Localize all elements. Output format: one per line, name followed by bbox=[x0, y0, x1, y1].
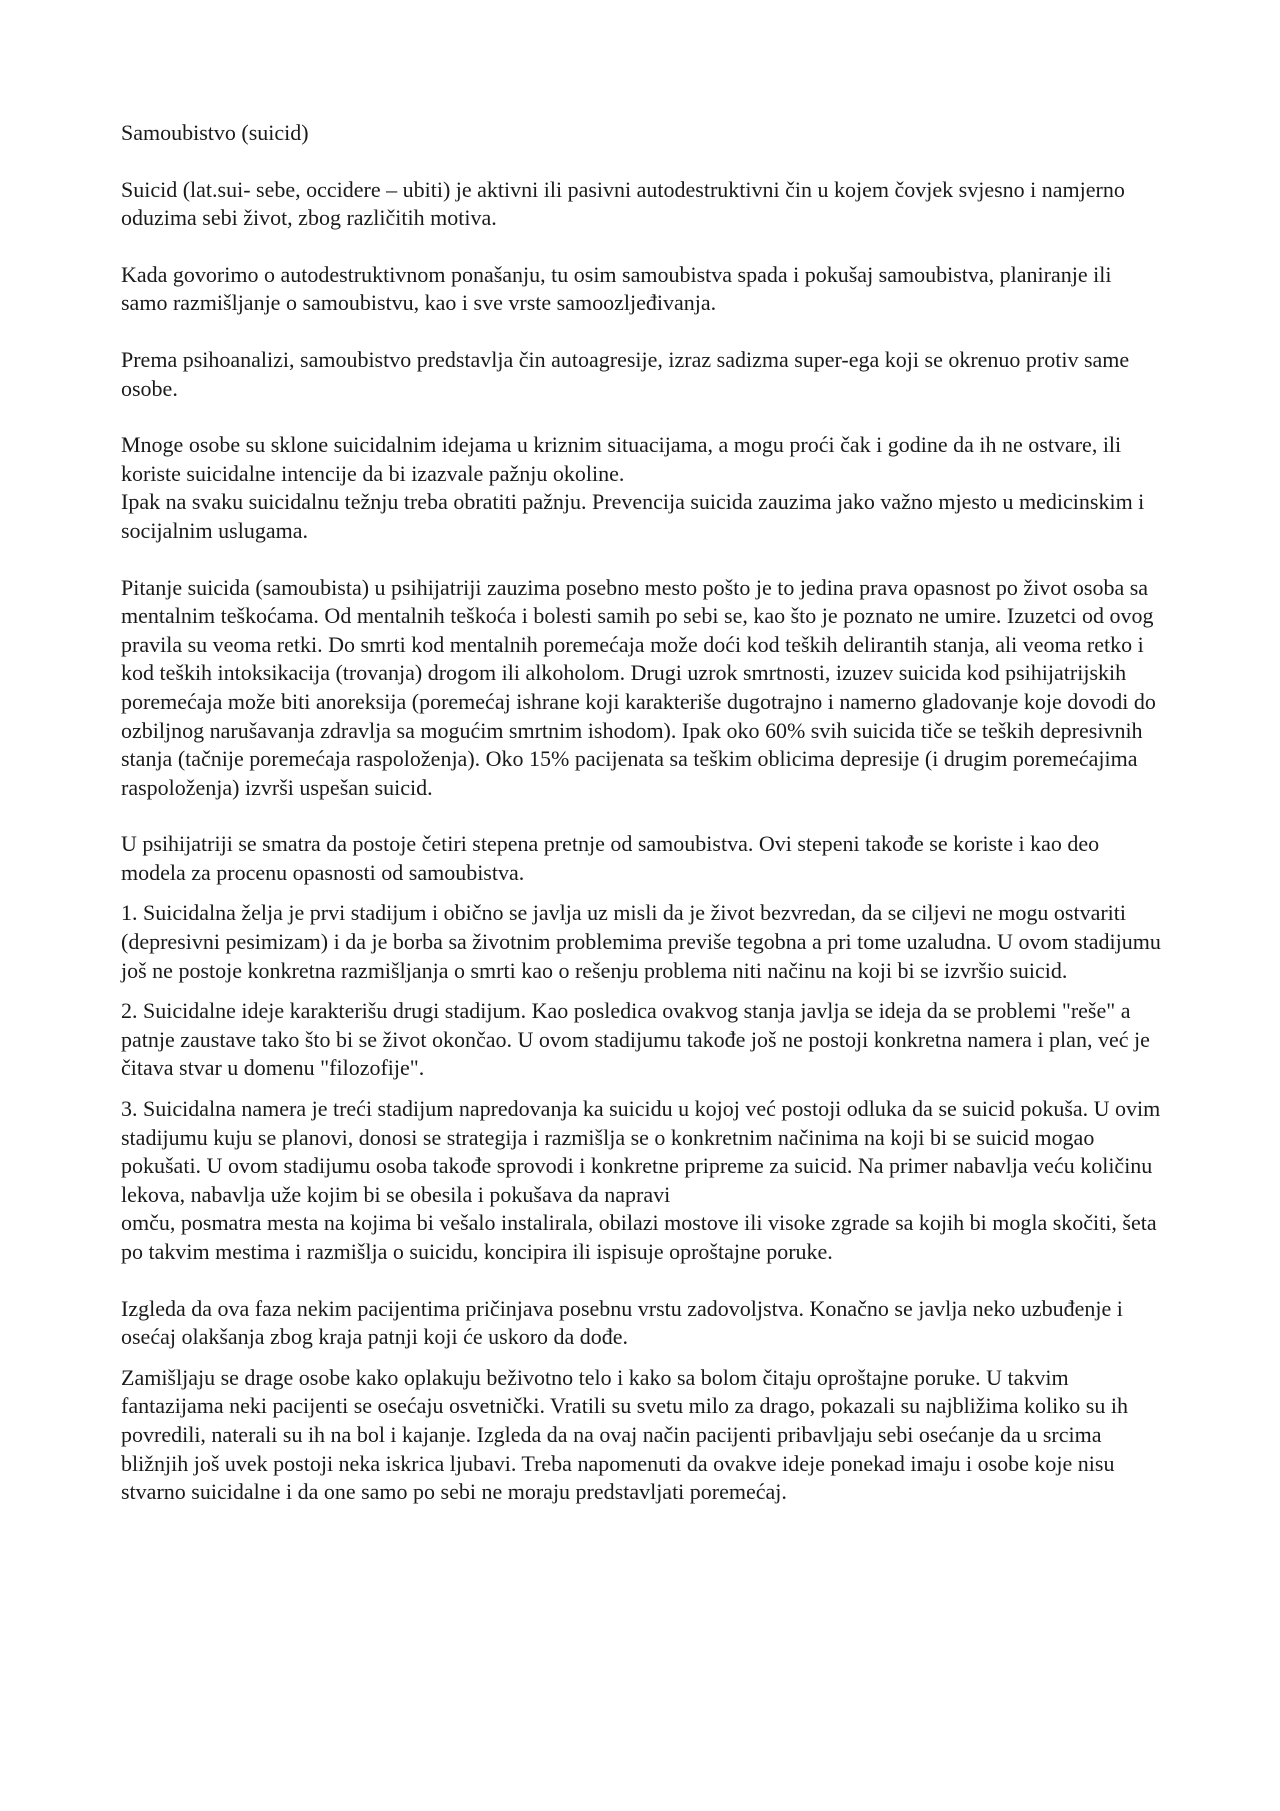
document-page bbox=[121, 119, 1161, 1507]
paragraph-stage-3-continued: omču, posmatra mesta na kojima bi vešalo instalirala, obilazi mostove ili visoke zgrade sa kojih bi mogla skočiti, šeta po takvim mestima i razmišlja o suicidu, koncipira ili ispisuje oproštajne poruke. bbox=[121, 1210, 1157, 1264]
paragraph-autodestructive: Kada govorimo o autodestruktivnom ponašanju, tu osim samoubistva spada i pokušaj samoubistva, planiranje ili samo razmišljanje o samoubistvu, kao i sve vrste samoozljeđivanja. bbox=[121, 261, 1112, 316]
document-title: Samoubistvo (suicid) bbox=[121, 120, 309, 145]
paragraph-definition: Suicid (lat.sui- sebe, occidere – ubiti) je aktivni ili pasivni autodestruktivni čin u kojem čovjek svjesno i namjerno oduzima sebi život, zbog različitih motiva. bbox=[121, 176, 1125, 231]
paragraph-psychoanalysis: Prema psihoanalizi, samoubistvo predstavlja čin autoagresije, izraz sadizma super-ega koji se okrenuo protiv same osobe. bbox=[121, 346, 1130, 401]
paragraph-crisis-ideas: Mnoge osobe su sklone suicidalnim idejama u kriznim situacijama, a mogu proći čak i godine da ih ne ostvare, ili koriste suicidalne intencije da bi izazvale pažnju okoline. bbox=[121, 432, 1122, 486]
paragraph-prevention: Ipak na svaku suicidalnu težnju treba obratiti pažnju. Prevencija suicida zauzima jako važno mjesto u medicinskim i socijalnim uslugama. bbox=[121, 489, 1145, 543]
paragraph-satisfaction: Izgleda da ova faza nekim pacijentima pričinjava posebnu vrstu zadovoljstva. Konačno se javlja neko uzbuđenje i osećaj olakšanja zbog kraja patnji koji će uskoro da dođe. bbox=[121, 1295, 1123, 1350]
paragraph-four-stages: U psihijatriji se smatra da postoje četiri stepena pretnje od samoubistva. Ovi stepeni takođe se koriste i kao deo modela za procenu opasnosti od samoubistva. bbox=[121, 831, 1100, 885]
list-item-stage-1: 1. Suicidalna želja je prvi stadijum i obično se javlja uz misli da je život bezvredan, da se ciljevi ne mogu ostvariti (depresivni pesimizam) i da je borba sa životnim problemima previše tegobna a pri tome uzaludna. U ovom stadijumu još ne postoje konkretna razmišljanja o smrti kao o rešenju problema niti načinu na koji bi se izvršio suicid. bbox=[121, 900, 1161, 983]
list-item-stage-3: 3. Suicidalna namera je treći stadijum napredovanja ka suicidu u kojoj već postoji odluka da se suicid pokuša. U ovim stadijumu kuju se planovi, donosi se strategija i razmišlja se o konkretnim načinima na koji bi se suicid mogao pokušati. U ovom stadijumu osoba takođe sprovodi i konkretne pripreme za suicid. Na primer nabavlja veću količinu lekova, nabavlja uže kojim bi se obesila i pokušava da napravi bbox=[121, 1096, 1161, 1207]
paragraph-psychiatry: Pitanje suicida (samoubista) u psihijatriji zauzima posebno mesto pošto je to jedina prava opasnost po život osoba sa mentalnim teškoćama. Od mentalnih teškoća i bolesti samih po sebi se, kao što je poznato ne umire. Izuzetci od ovog pravila su veoma retki. Do smrti kod mentalnih poremećaja može doći kod teških delirantih stanja, ali veoma retko i kod teških intoksikacija (trovanja) drogom ili alkoholom. Drugi uzrok smrtnosti, izuzev suicida kod psihijatrijskih poremećaja može biti anoreksija (poremećaj ishrane koji karakteriše dugotrajno i namerno gladovanje koje dovodi do ozbiljnog narušavanja zdravlja sa mogućim smrtnim ishodom). Ipak oko 60% svih suicida tiče se teških depresivnih stanja (tačnije poremećaja raspoloženja). Oko 15% pacijenata sa teškim oblicima depresije (i drugim poremećajima raspoloženja) izvrši uspešan suicid. bbox=[121, 574, 1156, 800]
list-item-stage-2: 2. Suicidalne ideje karakterišu drugi stadijum. Kao posledica ovakvog stanja javlja se ideja da se problemi "reše" a patnje zaustave tako što bi se život okončao. U ovom stadijumu takođe još ne postoji konkretna namera i plan, već je čitava stvar u domenu "filozofije". bbox=[121, 998, 1150, 1081]
paragraph-fantasies: Zamišljaju se drage osobe kako oplakuju beživotno telo i kako sa bolom čitaju oproštajne poruke. U takvim fantazijama neki pacijenti se osećaju osvetnički. Vratili su svetu milo za drago, pokazali su najbližima koliko su ih povredili, naterali su ih na bol i kajanje. Izgleda da na ovaj način pacijenti pribavljaju sebi osećanje da u srcima bližnjih još uvek postoji neka iskrica ljubavi. Treba napomenuti da ovakve ideje ponekad imaju i osobe koje nisu stvarno suicidalne i da one samo po sebi ne moraju predstavljati poremećaj. bbox=[121, 1364, 1128, 1505]
